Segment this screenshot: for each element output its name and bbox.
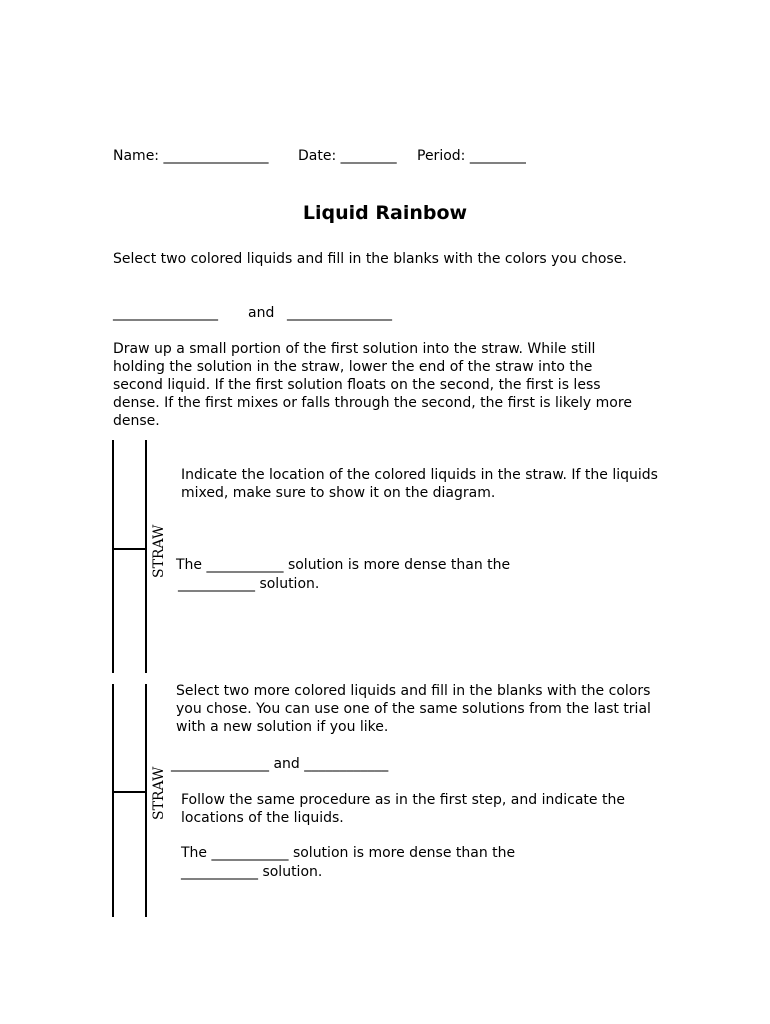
follow-procedure-text: Follow the same procedure as in the first step, and indicate the locations of the liquids. <box>181 792 625 826</box>
dense-sentence-2-line2: ___________ solution. <box>181 864 323 880</box>
name-field-label: Name: _______________ <box>113 148 269 164</box>
color-blank-right: _______________ <box>287 305 392 321</box>
straw-label-1: STRAW <box>151 524 167 578</box>
period-field-label: Period: ________ <box>417 148 526 164</box>
straw-left-wall-1 <box>112 440 114 673</box>
straw-liquid-line-2 <box>112 791 147 793</box>
dense-sentence-1-line2: ___________ solution. <box>178 576 320 592</box>
date-field-label: Date: ________ <box>298 148 397 164</box>
dense-sentence-2-line1: The ___________ solution is more dense than the <box>181 845 516 861</box>
straw-right-wall-2 <box>145 684 147 917</box>
trial2-instruction: Select two more colored liquids and fill in the blanks with the colors you chose. You can use one of the same solutions from the last trial with a new solution if you like. <box>176 683 651 735</box>
page-title: Liquid Rainbow <box>302 202 468 224</box>
straw-liquid-line-1 <box>112 548 147 550</box>
dense-sentence-1-line1: The ___________ solution is more dense than the <box>176 557 511 573</box>
procedure-text: Draw up a small portion of the first solution into the straw. While still holding the solution in the straw, lower the end of the straw into the second liquid. If the first solution floats on the second, the first is less dense. If the first mixes or falls through the second, the first is likely more dense. <box>113 341 632 429</box>
straw-label-2: STRAW <box>151 766 167 820</box>
color-blank-left: _______________ <box>113 305 218 321</box>
trial2-color-blanks: ______________ and ____________ <box>171 756 389 772</box>
intro-instruction: Select two colored liquids and fill in the blanks with the colors you chose. <box>113 251 627 267</box>
indicate-instruction: Indicate the location of the colored liquids in the straw. If the liquids mixed, make sure to show it on the diagram. <box>181 467 658 501</box>
and-word: and <box>248 305 275 321</box>
straw-right-wall-1 <box>145 440 147 673</box>
straw-left-wall-2 <box>112 684 114 917</box>
